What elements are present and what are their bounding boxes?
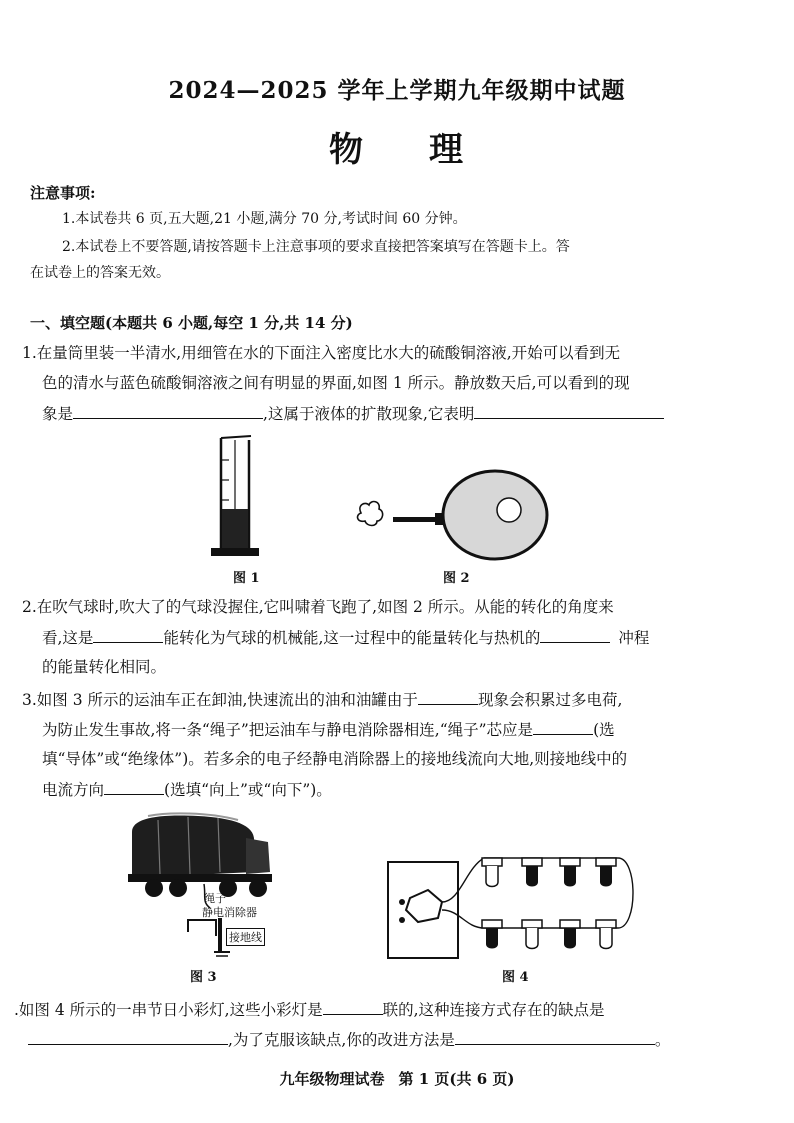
q3-text-e: 电流方向 [42, 781, 105, 799]
bulb-row-bottom [482, 920, 616, 949]
q3-blank-2[interactable] [533, 714, 593, 735]
subject-char-1: 物 [329, 130, 365, 170]
q2-blank-2[interactable] [540, 622, 610, 643]
q3-text-d: (选 [593, 721, 615, 739]
footer-exam-name: 九年级物理试卷 [279, 1070, 385, 1088]
q3-text-f: (选填“向上”或“向下”)。 [164, 781, 332, 799]
subject-title [0, 122, 794, 171]
q3-text-c: 为防止发生事故,将一条“绳子”把运油车与静电消除器相连,“绳子”芯应是 [42, 721, 534, 739]
figure-3-label-rope: 绳子 [204, 892, 226, 905]
figure-1-cylinder [205, 432, 275, 562]
q1-line-3 [22, 398, 757, 428]
q1-blank-2[interactable] [474, 398, 664, 419]
notice-line-2: 2.本试卷上不要答题,请按答题卡上注意事项的要求直接把答案填写在答题卡上。答 [62, 239, 570, 255]
notice-line-1: 1.本试卷共 6 页,五大题,21 小题,满分 70 分,考试时间 60 分钟。 [62, 211, 467, 227]
q1-line-2: 色的清水与蓝色硫酸铜溶液之间有明显的界面,如图 1 所示。静放数天后,可以看到的现 [42, 374, 630, 392]
q3-line-4 [22, 774, 757, 804]
exam-title: 2024—2025 学年上学期九年级期中试题 [168, 77, 626, 104]
q4-blank-3[interactable] [455, 1024, 655, 1045]
figure-4-caption: 图 4 [502, 970, 529, 985]
bulb-row-top [482, 858, 616, 887]
q2-line-3: 的能量转化相同。 [42, 658, 167, 676]
q2-text-a: 看,这是 [42, 629, 94, 647]
question-2 [22, 592, 757, 682]
q3-blank-1[interactable] [418, 684, 478, 705]
q3-text-b: 现象会积累过多电荷, [477, 691, 623, 709]
q1-blank-1[interactable] [73, 398, 263, 419]
q1-line-1: 1.在量筒里装一半清水,用细管在水的下面注入密度比水大的硫酸铜溶液,开始可以看到无 [22, 344, 621, 362]
q3-line-2 [22, 714, 757, 744]
q4-blank-2[interactable] [28, 1024, 228, 1045]
notice-line-3: 在试卷上的答案无效。 [30, 265, 170, 281]
figure-4-string-lights [380, 838, 640, 966]
q4-line-1 [14, 994, 764, 1024]
figure-2-caption: 图 2 [443, 571, 470, 586]
figure-2-balloon [355, 455, 555, 565]
q1-text-a: 象是 [42, 405, 74, 423]
q2-line-1: 2.在吹气球时,吹大了的气球没握住,它叫啸着飞跑了,如图 2 所示。从能的转化的角度来 [22, 598, 614, 616]
q1-text-b: ,这属于液体的扩散现象,它表明 [263, 405, 475, 423]
q2-line-2 [22, 622, 757, 652]
q4-line-2 [14, 1024, 764, 1054]
q3-blank-3[interactable] [104, 774, 164, 795]
subject-char-2: 理 [429, 130, 465, 170]
question-4 [14, 994, 764, 1054]
q4-text-d: 。 [654, 1031, 671, 1049]
q2-text-b: 能转化为气球的机械能,这一过程中的能量转化与热机的 [163, 629, 541, 647]
figure-3-label-ground: 接地线 [226, 928, 265, 946]
question-3 [22, 684, 757, 804]
q4-blank-1[interactable] [323, 994, 383, 1015]
q2-text-c: 冲程 [618, 629, 650, 647]
page-footer [0, 1068, 794, 1089]
q3-text-a: 3.如图 3 所示的运油车正在卸油,快速流出的油和油罐由于 [22, 691, 418, 709]
q4-text-a: .如图 4 所示的一串节日小彩灯,这些小彩灯是 [14, 1001, 323, 1019]
q4-text-c: ,为了克服该缺点,你的改进方法是 [228, 1031, 455, 1049]
figure-3-label-eliminator: 静电消除器 [202, 906, 257, 919]
q3-line-3: 填“导体”或“绝缘体”)。若多余的电子经静电消除器上的接地线流向大地,则接地线中的 [42, 750, 628, 768]
figure-3-caption: 图 3 [190, 970, 217, 985]
q3-line-1 [22, 684, 757, 714]
section-heading: 一、填空题(本题共 6 小题,每空 1 分,共 14 分) [30, 314, 353, 332]
q2-blank-1[interactable] [93, 622, 163, 643]
question-1 [22, 338, 757, 428]
notice-heading: 注意事项: [30, 184, 96, 202]
q4-text-b: 联的,这种连接方式存在的缺点是 [382, 1001, 605, 1019]
footer-page-number: 第 1 页(共 6 页) [398, 1070, 515, 1088]
figure-1-caption: 图 1 [233, 571, 260, 586]
